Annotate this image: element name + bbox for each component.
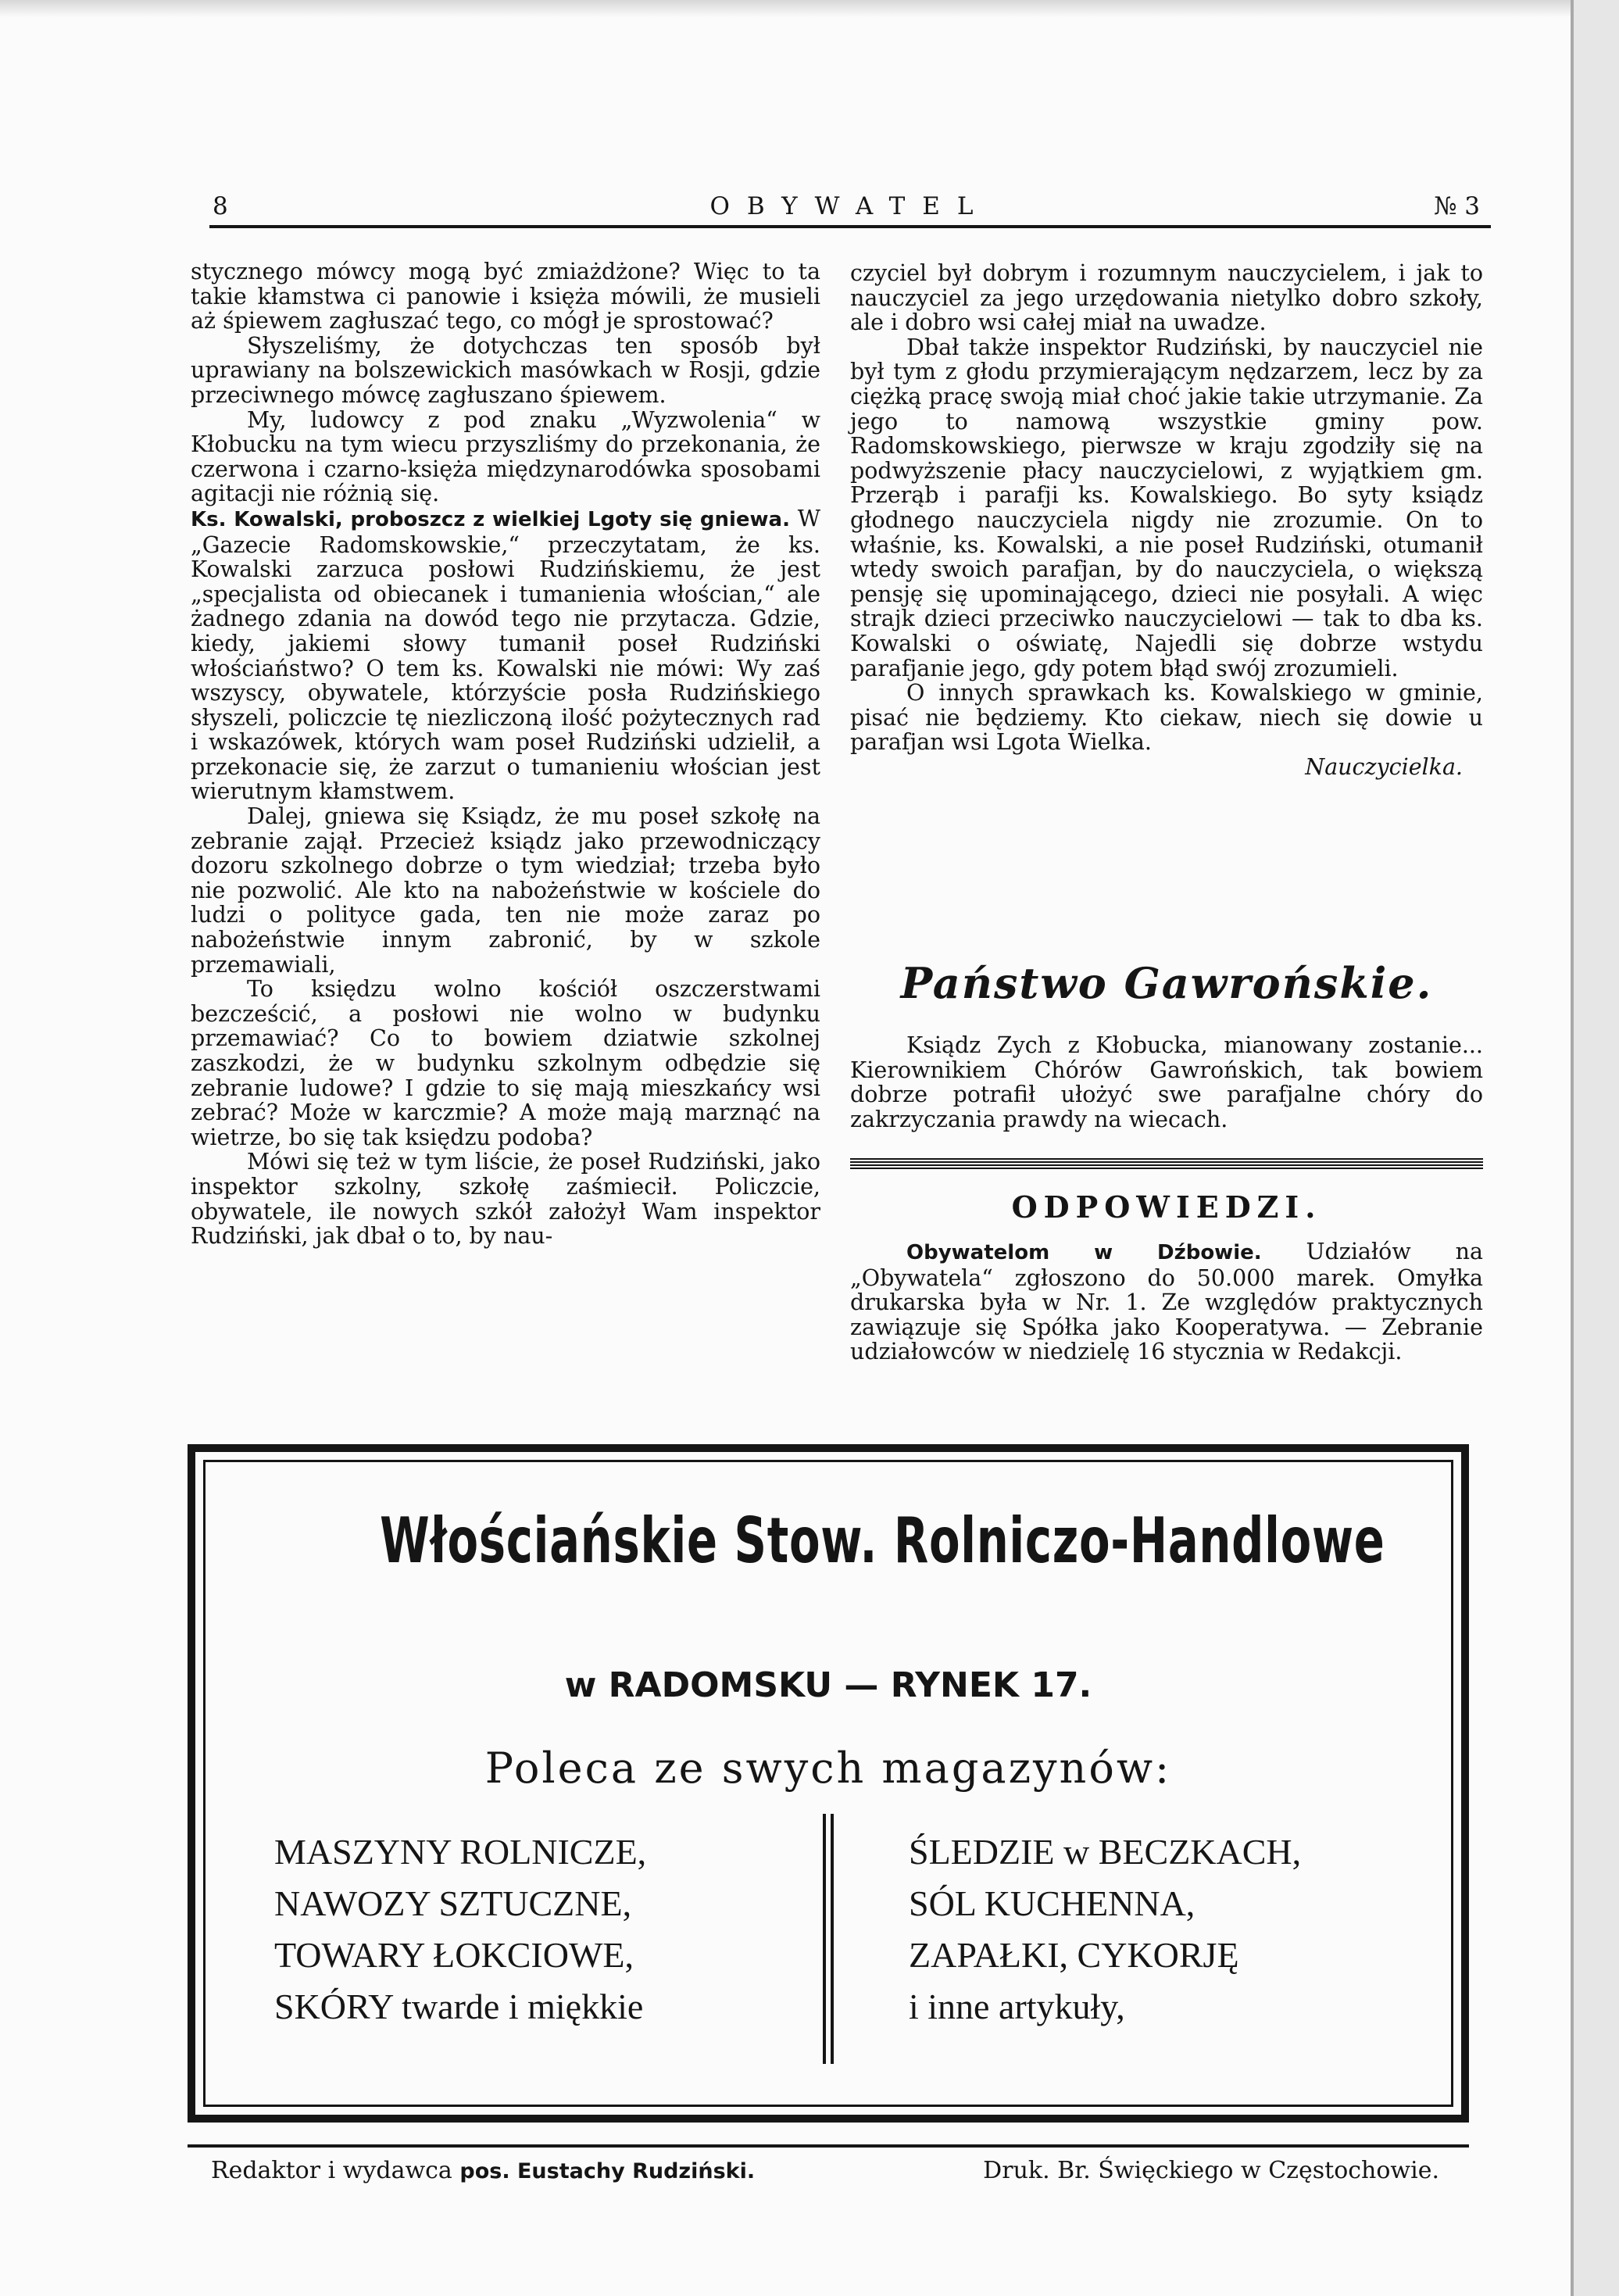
footer-editor-name: pos. Eustachy Rudziński. <box>459 2159 756 2183</box>
paragraph: stycznego mówcy mogą być zmiażdżone? Więc to ta takie kłamstwa ci panowie i księża mówili, że musieli aż śpiewem zagłuszać tego, co mógł je sprostować? <box>191 259 820 334</box>
list-item: MASZYNY ROLNICZE, <box>274 1832 647 1872</box>
section-title-odpowiedzi: ODPOWIEDZI. <box>1011 1189 1322 1225</box>
ad-location: w RADOMSKU — RYNEK 17. <box>564 1665 1092 1705</box>
list-item: NAWOZY SZTUCZNE, <box>274 1883 632 1923</box>
masthead: OBYWATEL <box>709 192 991 220</box>
footer-editor-label: Redaktor i wydawca <box>211 2157 452 2184</box>
footer-rule <box>188 2144 1469 2148</box>
issue-number: № 3 <box>1434 192 1480 220</box>
paragraph-lead: Obywatelom w Dźbowie. <box>906 1241 1262 1264</box>
page-number: 8 <box>213 192 228 220</box>
list-item: SÓL KUCHENNA, <box>909 1883 1195 1923</box>
paragraph: Dalej, gniewa się Ksiądz, że mu poseł szkołę na zebranie zajął. Przecież ksiądz jako przewodniczący dozoru szkolnego dobrze o tym wiedział; trzeba było nie pozwolić. Ale kto na nabożeństwie w kościele do ludzi o polityce gada, ten nie może zaraz po nabożeństwie innym zabronić, by w szkole przemawiali, <box>191 803 820 978</box>
footer-printer: Druk. Br. Święckiego w Częstochowie. <box>983 2157 1439 2184</box>
ad-column-divider <box>823 1814 834 2064</box>
list-item: TOWARY ŁOKCIOWE, <box>274 1935 634 1975</box>
paragraph: Mówi się też w tym liście, że poseł Rudziński, jako inspektor szkolny, szkołę zaśmiecił. Policzcie, obywatele, ile nowych szkół założył Wam inspektor Rudziński, jak dbał o to, by nau- <box>191 1149 820 1250</box>
ad-list-right <box>909 1826 1301 2033</box>
advertisement-inner-border <box>203 1460 1453 2107</box>
paragraph: czyciel był dobrym i rozumnym nauczycielem, i jak to nauczyciel za jego urzędowania nietylko dobro szkoły, ale i dobro wsi całej miał na uwadze. <box>850 260 1483 336</box>
ad-list-left <box>274 1826 646 2033</box>
paragraph: Dbał także inspektor Rudziński, by nauczyciel nie był tym z głodu przymierającym nędzarzem, lecz by za ciężką pracę swoją miał choć jakie takie utrzymanie. Za jego to namową wszystkie gminy pow. Radomskowskiego, pierwsze w kraju zgodziły się na podwyższenie płacy nauczycielowi, z wyjątkiem gm. Przerąb i parafji ks. Kowalskiego. Bo syty ksiądz głodnego nauczyciela nigdy nie zrozumie. On to właśnie, ks. Kowalski, a nie poseł Rudziński, otumanił wtedy swoich parafjan, by do nauczyciela, o większą pensję się upominającego, dzieci nie posyłali. A więc strajk dzieci przeciwko nauczycielowi — tak to dba ks. Kowalski o oświatę, Najedli się dobrze wstydu parafjanie jego, gdy potem błąd swój zrozumieli. <box>850 334 1483 681</box>
article-signature: Nauczycielka. <box>1305 753 1463 780</box>
paragraph: O innych sprawkach ks. Kowalskiego w gminie, pisać nie będziemy. Kto ciekaw, niech się dowie u parafjan wsi Lgota Wielka. <box>850 680 1483 756</box>
paragraph-text: W „Gazecie Radomskowskie,“ przeczytatam, że ks. Kowalski zarzuca posłowi Rudzińskiemu, że jest „specjalista od obiecanek i tumanienia włościan,“ ale żadnego zdania na dowód tego nie przytacza. Gdzie, kiedy, jakiemi słowy tumanił poseł Rudziński włościaństwo? O tem ks. Kowalski nie mówi: Wy zaś wszyscy, obywatele, którzyście posła Rudzińskiego słyszeli, policzcie tę niezliczoną ilość pożytecznych rad i wskazówek, których wam poseł Rudziński udzielił, a przekonacie się, że zarzut o tumanieniu włościan jest wierutnym kłamstwem. <box>191 505 820 805</box>
footer-editor <box>211 2157 755 2184</box>
page-header <box>209 188 1491 228</box>
paragraph-text: Udziałów na „Obywatela“ zgłoszono do 50.000 marek. Omyłka drukarska była w Nr. 1. Ze względów praktycznych zawiązuje się Spółka jako Kooperatywa. — Zebranie udziałowców w niedzielę 16 stycznia w Redakcji. <box>850 1239 1483 1365</box>
list-item: ŚLEDZIE w BECZKACH, <box>909 1832 1302 1872</box>
list-item: SKÓRY twarde i miękkie <box>274 1987 644 2026</box>
ad-title: Włościańskie Stow. Rolniczo-Handlowe <box>380 1504 1385 1577</box>
paragraph <box>850 1239 1483 1364</box>
section-divider <box>850 1158 1483 1171</box>
paragraph: Słyszeliśmy, że dotychczas ten sposób był uprawiany na bolszewickich masówkach w Rosji, gdzie przeciwnego mówcę zagłuszano śpiewem. <box>191 332 820 408</box>
paragraph: To księdzu wolno kościół oszczerstwami bezcześcić, a posłowi nie wolno w budynku przemawiać? Co to bowiem dziatwie szkolnej zaszkodzi, że w budynku szkolnym odbędzie się zebranie ludowe? I gdzie to się mają mieszkańcy wsi zebrać? Może w karczmie? A może mają marznąć na wietrze, bo się tak księdzu podoba? <box>191 976 820 1150</box>
advertisement <box>188 1444 1469 2123</box>
section-body-gawronskie <box>850 1033 1483 1132</box>
list-item: ZAPAŁKI, CYKORJĘ <box>909 1935 1239 1975</box>
ad-tagline: Poleca ze swych magazynów: <box>484 1743 1172 1793</box>
paragraph-lead: Ks. Kowalski, proboszcz z wielkiej Lgoty się gniewa. <box>191 507 790 531</box>
section-body-odpowiedzi <box>850 1239 1483 1364</box>
page-top-shadow <box>0 0 1619 17</box>
list-item: i inne artykuły, <box>909 1987 1125 2026</box>
page-right-edge <box>1571 0 1619 2296</box>
section-title-gawronskie: Państwo Gawrońskie. <box>900 958 1433 1008</box>
paragraph <box>191 506 820 804</box>
article-column-right <box>850 261 1483 779</box>
paragraph: Ksiądz Zych z Kłobucka, mianowany zostanie... Kierownikiem Chórów Gawrońskich, tak bowiem dobrze potrafił ułożyć swe parafjalne chóry do zakrzyczania prawdy na wiecach. <box>850 1032 1483 1132</box>
article-column-left <box>191 259 820 1249</box>
paragraph: My, ludowcy z pod znaku „Wyzwolenia“ w Kłobucku na tym wiecu przyszliśmy do przekonania, że czerwona i czarno-księża międzynarodówka sposobami agitacji nie różnią się. <box>191 406 820 507</box>
